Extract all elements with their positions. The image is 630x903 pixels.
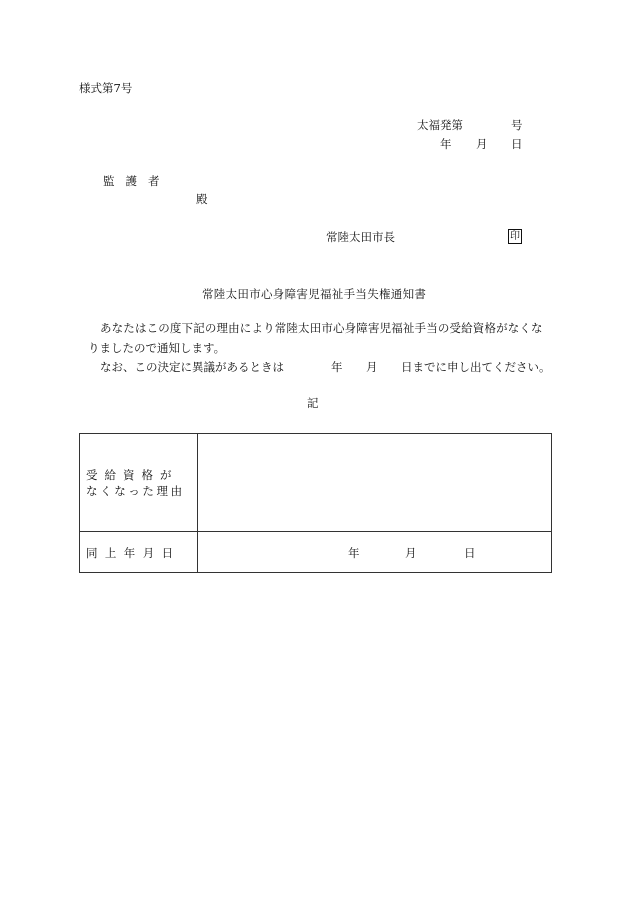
issuer-name: 常陸太田市長 [326, 230, 395, 244]
table-row-divider [80, 531, 551, 532]
issue-date-year: 年 [440, 137, 452, 151]
issue-date-day: 日 [511, 137, 523, 151]
deadline-month: 月 [366, 360, 378, 374]
table-column-divider [197, 434, 198, 572]
document-title: 常陸太田市心身障害児福祉手当失権通知書 [202, 287, 427, 301]
recipient-label: 監護者 [103, 174, 171, 188]
same-date-year: 年 [348, 546, 360, 560]
same-date-month: 月 [405, 546, 417, 560]
reason-label-line-1: 受給資格が [86, 468, 179, 482]
body-text-line-1: あなたはこの度下記の理由により常陸太田市心身障害児福祉手当の受給資格がなくな [100, 321, 543, 335]
body-text-line-3-start: なお、この決定に異議があるときは [100, 360, 284, 374]
details-table [79, 433, 552, 573]
issue-date-month: 月 [476, 137, 488, 151]
same-date-label: 同上年月日 [86, 546, 181, 560]
reason-label-line-2: なくなった理由 [86, 484, 185, 498]
body-text-line-2: りましたので通知します。 [88, 341, 226, 355]
document-number-suffix: 号 [511, 118, 523, 132]
body-text-line-3-end: 日までに申し出てください。 [401, 360, 551, 374]
ki-heading: 記 [307, 396, 319, 410]
document-number-prefix: 太福発第 [417, 118, 463, 132]
form-number: 様式第7号 [79, 81, 133, 95]
deadline-year: 年 [331, 360, 343, 374]
same-date-day: 日 [464, 546, 476, 560]
seal-box: 印 [508, 229, 522, 244]
recipient-honorific: 殿 [196, 192, 208, 206]
